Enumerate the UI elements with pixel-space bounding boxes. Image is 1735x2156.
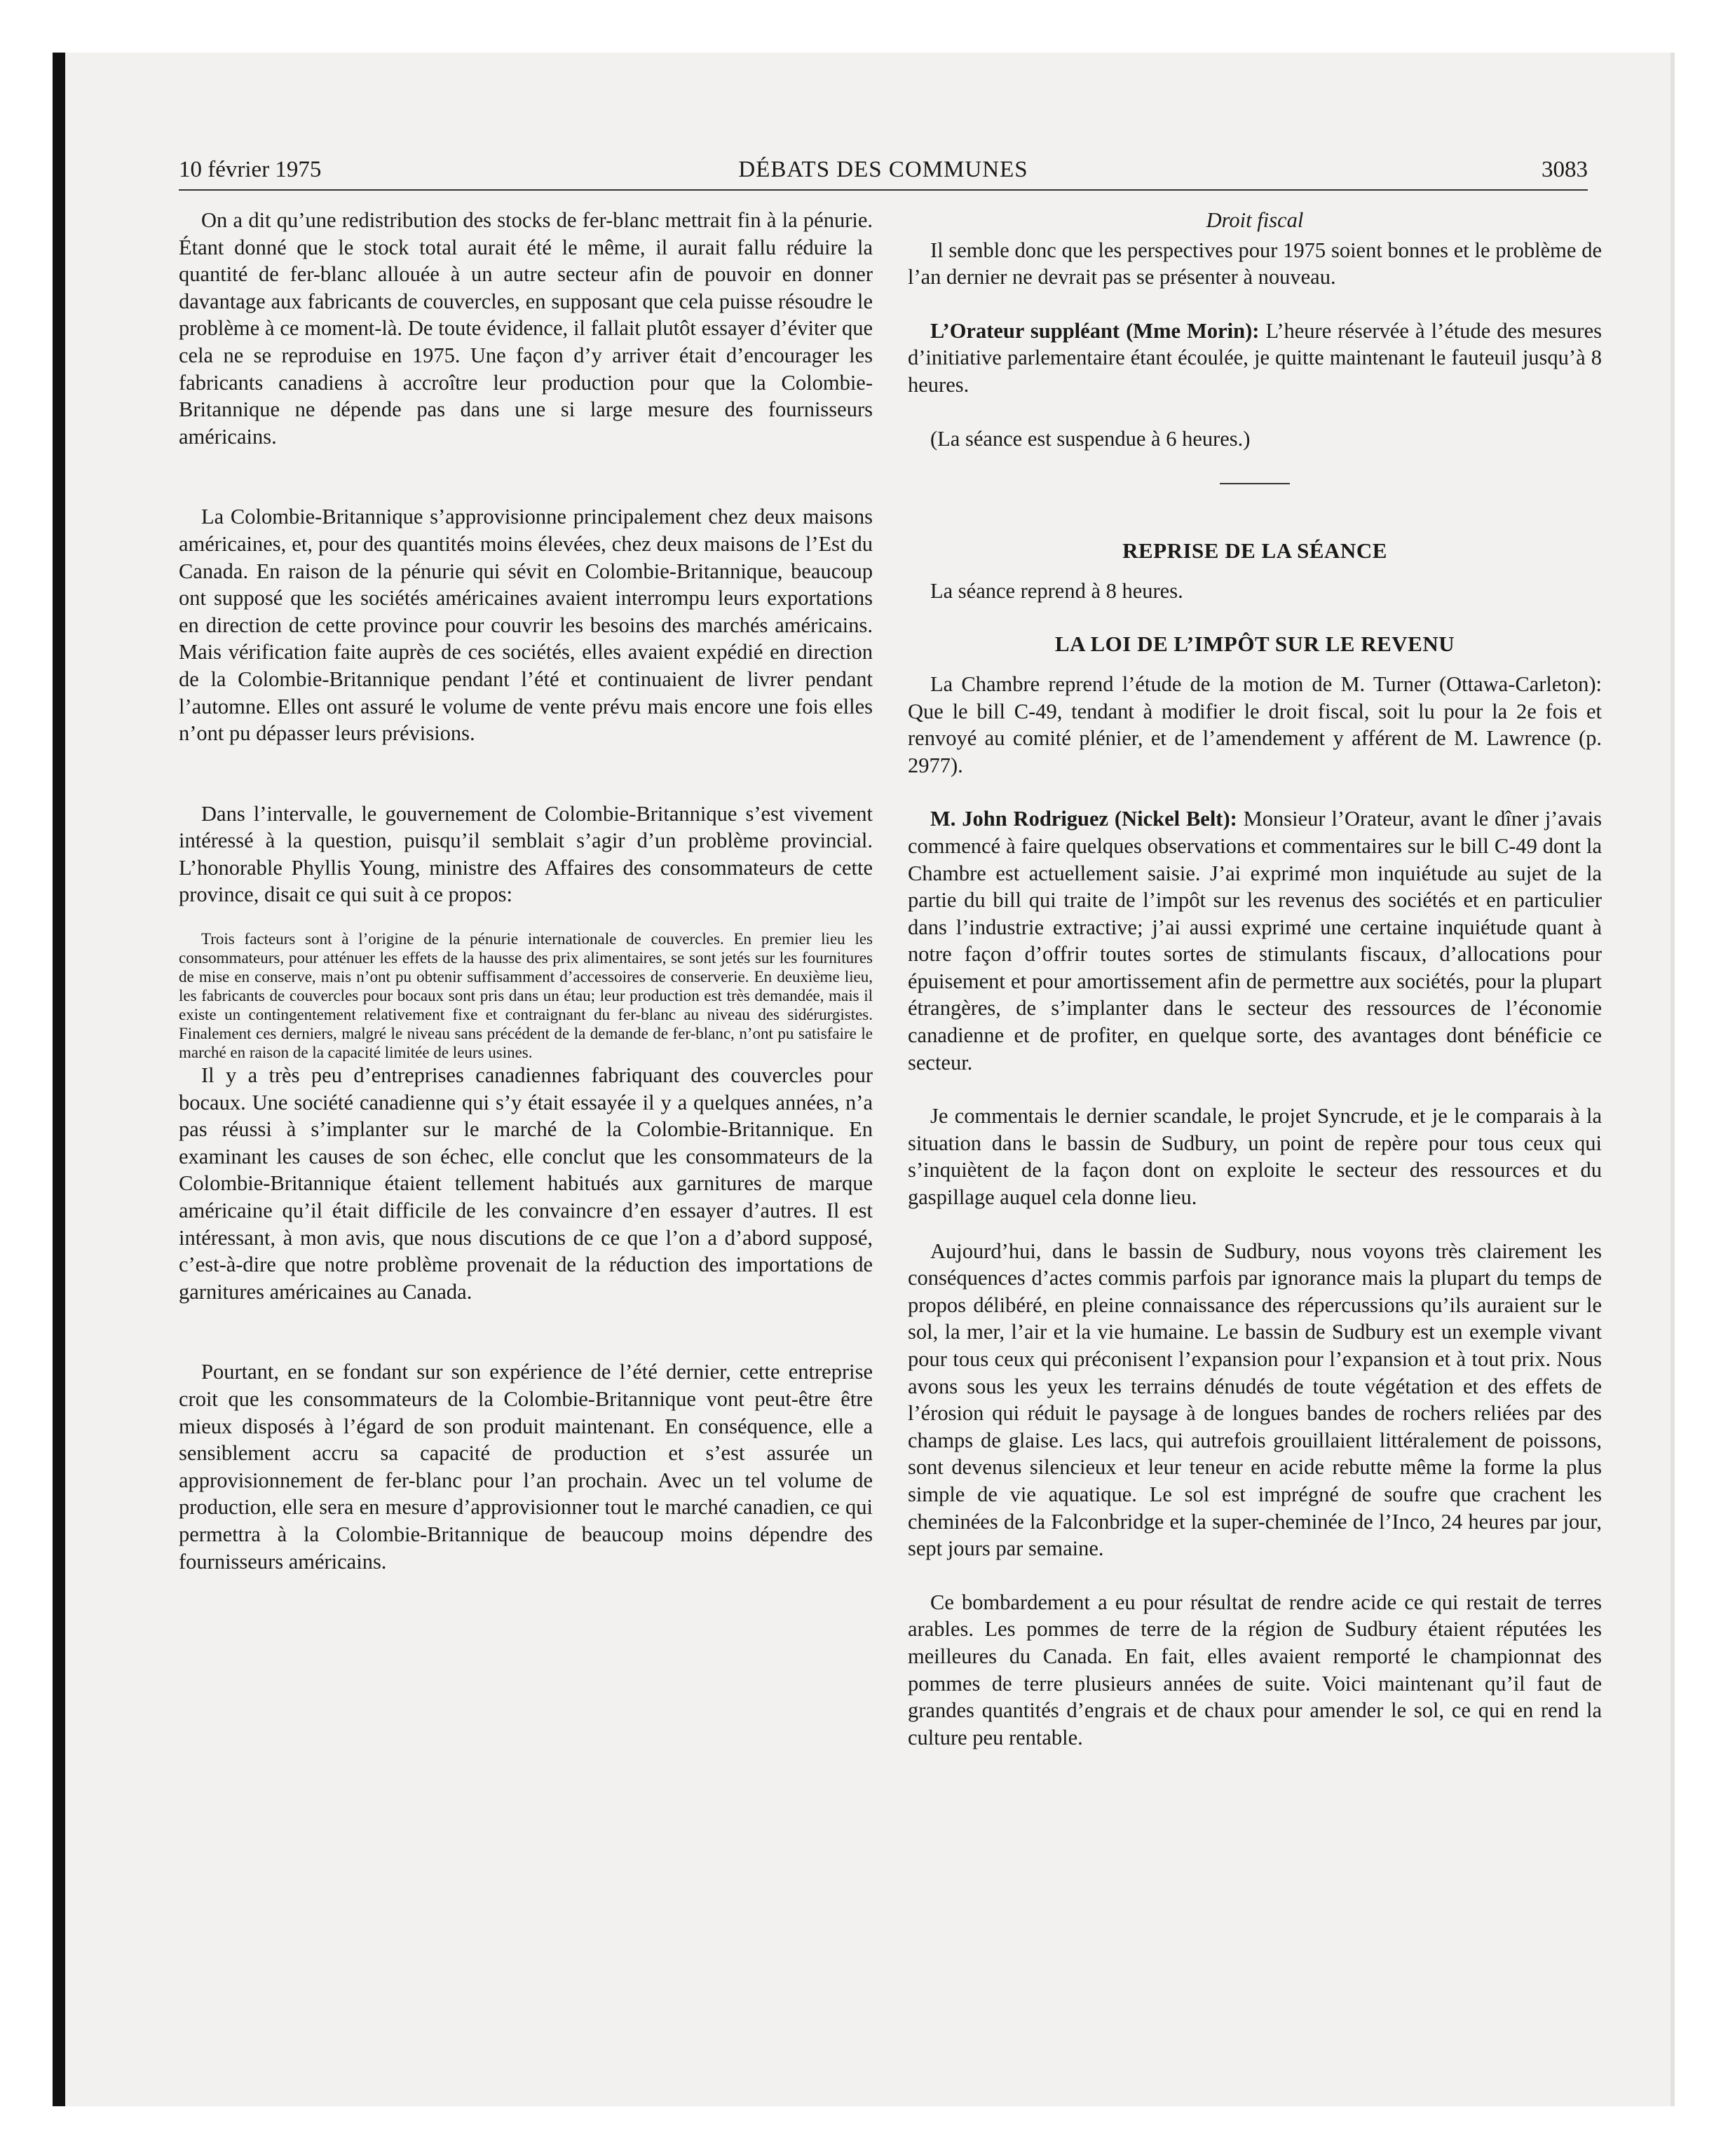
speaker-name: L’Orateur suppléant (Mme Morin): <box>930 318 1260 343</box>
paragraph: La Chambre reprend l’étude de la motion de M. Turner (Ottawa-Carleton): Que le bill C-49, tendant à modifier le droit fiscal, soit lu pour la 2e fois et renvoyé au comité plénier, et de l’amendement y afférent de M. Lawrence (p. 2977). <box>908 671 1602 777</box>
page-number: 3083 <box>1542 157 1588 182</box>
block-quote: Trois facteurs sont à l’origine de la pénurie internationale de couvercles. En premier lieu les consommateurs, pour atténuer les effets de la hausse des prix alimentaires, se sont jetés sur les fournitures de mise en conserve, mais n’ont pu obtenir suffisamment d’accessoires de conserverie. En deuxième lieu, les fabricants de couvercles pour bocaux sont pris dans un étau; leur production est très demandée, mais il existe un contingentement relativement fixe et contraignant du fer-blanc au niveau des sidérurgistes. Finalement ces derniers, malgré le niveau sans précédent de la demande de fer-blanc, n’ont pu satisfaire le marché en raison de la capacité limitée de leurs usines. <box>179 930 873 1062</box>
paragraph <box>908 318 1602 399</box>
paragraph: Dans l’intervalle, le gouvernement de Colombie-Britannique s’est vivement intéressé à la question, puisqu’il semblait s’agir d’un problème provincial. L’honorable Phyllis Young, ministre des Affaires des consommateurs de cette province, disait ce qui suit à ce propos: <box>179 801 873 907</box>
paragraph: Aujourd’hui, dans le bassin de Sudbury, nous voyons très clairement les conséquences d’actes commis parfois par ignorance mais la plupart du temps de propos délibéré, en pleine connaissance des répercussions qu’ils auraient sur le sol, la mer, l’air et la vie humaine. Le bassin de Sudbury est un exemple vivant pour tous ceux qui préconisent l’expansion pour l’expansion et à tout prix. Nous avons sous les yeux les terrains dénudés de toute végétation et des effets de l’érosion qui réduit le paysage à de longues bandes de rochers reliées par des champs de glaise. Les lacs, qui autrefois grouillaient littéralement de poissons, sont devenus silencieux et leur teneur en acide rebutte même la forme la plus simple de vie aquatique. Le sol est imprégné de soufre que crachent les cheminées de la Falconbridge et la super-cheminée de l’Inco, 24 heures par jour, sept jours par semaine. <box>908 1239 1602 1561</box>
paragraph <box>908 805 1602 1076</box>
section-heading: LA LOI DE L’IMPÔT SUR LE REVENU <box>1054 632 1455 657</box>
header-title: DÉBATS DES COMMUNES <box>738 157 1028 182</box>
right-column <box>908 207 1602 1778</box>
paragraph: La Colombie-Britannique s’approvisionne principalement chez deux maisons américaines, et, pour des quantités moins élevées, chez deux maisons de l’Est du Canada. En raison de la pénurie qui sévit en Colombie-Britannique, beaucoup ont supposé que les sociétés américaines avaient interrompu leurs exportations en direction de cette province pour couvrir les besoins des marchés américains. Mais vérification faite auprès de ces sociétés, elles avaient expédié en direction de la Colombie-Britannique pendant l’été et continuaient de livrer pendant l’automne. Elles ont assuré le volume de vente prévu mais encore une fois elles n’ont pu dépasser leurs prévisions. <box>179 505 873 746</box>
left-column <box>179 207 873 1575</box>
paragraph: On a dit qu’une redistribution des stocks de fer-blanc mettrait fin à la pénurie. Étant donné que le stock total aurait été le même, il aurait fallu réduire la quantité de fer-blanc allouée à un autre secteur afin de pouvoir en donner davantage aux fabricants de couvercles, en supposant que cela puisse résoudre le problème à ce moment-là. De toute évidence, il fallait plutôt essayer d’éviter que cela ne se reproduise en 1975. Une façon d’y arriver était d’encourager les fabricants canadiens à accroître leur production pour que la Colombie-Britannique ne dépende pas dans une si large mesure des fournisseurs américains. <box>179 208 873 449</box>
paragraph: Ce bombardement a eu pour résultat de rendre acide ce qui restait de terres arables. Les pommes de terre de la région de Sudbury étaient réputées les meilleures du Canada. En fait, elles avaient remporté le championnat des pommes de terre plusieurs années de suite. Voici maintenant qu’il faut de grandes quantités d’engrais et de chaux pour amender le sol, ce qui en rend la culture peu rentable. <box>908 1590 1602 1749</box>
speaker-name: M. John Rodriguez (Nickel Belt): <box>930 807 1237 831</box>
scan-left-edge <box>53 53 65 2106</box>
paragraph: Il semble donc que les perspectives pour 1975 soient bonnes et le problème de l’an dernier ne devrait pas se présenter à nouveau. <box>908 238 1602 289</box>
paragraph: Il y a très peu d’entreprises canadiennes fabriquant des couvercles pour bocaux. Une société canadienne qui s’y était essayée il y a quelques années, n’a pas réussi à s’implanter sur le marché de la Colombie-Britannique. En examinant les causes de son échec, elle conclut que les consommateurs de la Colombie-Britannique étaient tellement habitués aux garnitures de marque américaine qu’il était difficile de les convaincre d’en essayer d’autres. Il est intéressant, à mon avis, que nous discutions de ce que l’on a d’abord supposé, c’est-à-dire que notre problème provenait de la réduction des importations de garnitures américaines au Canada. <box>179 1063 873 1304</box>
speech-text: L’heure réservée à l’étude des mesures d’initiative parlementaire étant écoulée, je quitte maintenant le fauteuil jusqu’à 8 heures. <box>908 318 1602 397</box>
page-header <box>179 154 1588 191</box>
running-head: Droit fiscal <box>1206 208 1304 232</box>
scan-right-edge <box>1671 53 1675 2106</box>
paragraph: Je commentais le dernier scandale, le projet Syncrude, et je le comparais à la situation dans le bassin de Sudbury, un point de repère pour tous ceux qui s’inquiètent de la façon dont on exploite le secteur des ressources et du gaspillage auquel cela donne lieu. <box>908 1104 1602 1210</box>
speech-text: Monsieur l’Orateur, avant le dîner j’avais commencé à faire quelques observations et commentaires sur le bill C-49 dont la Chambre est actuellement saisie. J’ai exprimé mon inquiétude au sujet de la partie du bill qui traite de l’impôt sur les revenus des sociétés et en particulier dans l’industrie extractive; j’ai aussi exprimé une certaine inquiétude quant à notre façon d’offrir toutes sortes de stimulants fiscaux, d’allocations pour épuisement et pour amortissement afin de permettre aux sociétés, pour la plupart étrangères, de s’implanter dans le secteur des ressources de l’économie canadienne et de profiter, en quelque sorte, des avantages dont bénéficie ce secteur. <box>908 807 1602 1074</box>
header-date: 10 février 1975 <box>179 157 322 182</box>
section-heading: REPRISE DE LA SÉANCE <box>1122 538 1387 564</box>
section-divider <box>1220 483 1290 484</box>
paragraph: Pourtant, en se fondant sur son expérience de l’été dernier, cette entreprise croit que les consommateurs de la Colombie-Britannique vont peut-être être mieux disposés à l’égard de son produit maintenant. En conséquence, elle a sensiblement accru sa capacité de production et s’est assurée un approvisionnement de fer-blanc pour l’an prochain. Avec un tel volume de production, elle sera en mesure d’approvisionner tout le marché canadien, ce qui permettra à la Colombie-Britannique de beaucoup moins dépendre des fournisseurs américains. <box>179 1360 873 1574</box>
paragraph: (La séance est suspendue à 6 heures.) <box>930 426 1251 451</box>
paragraph: La séance reprend à 8 heures. <box>930 578 1183 603</box>
